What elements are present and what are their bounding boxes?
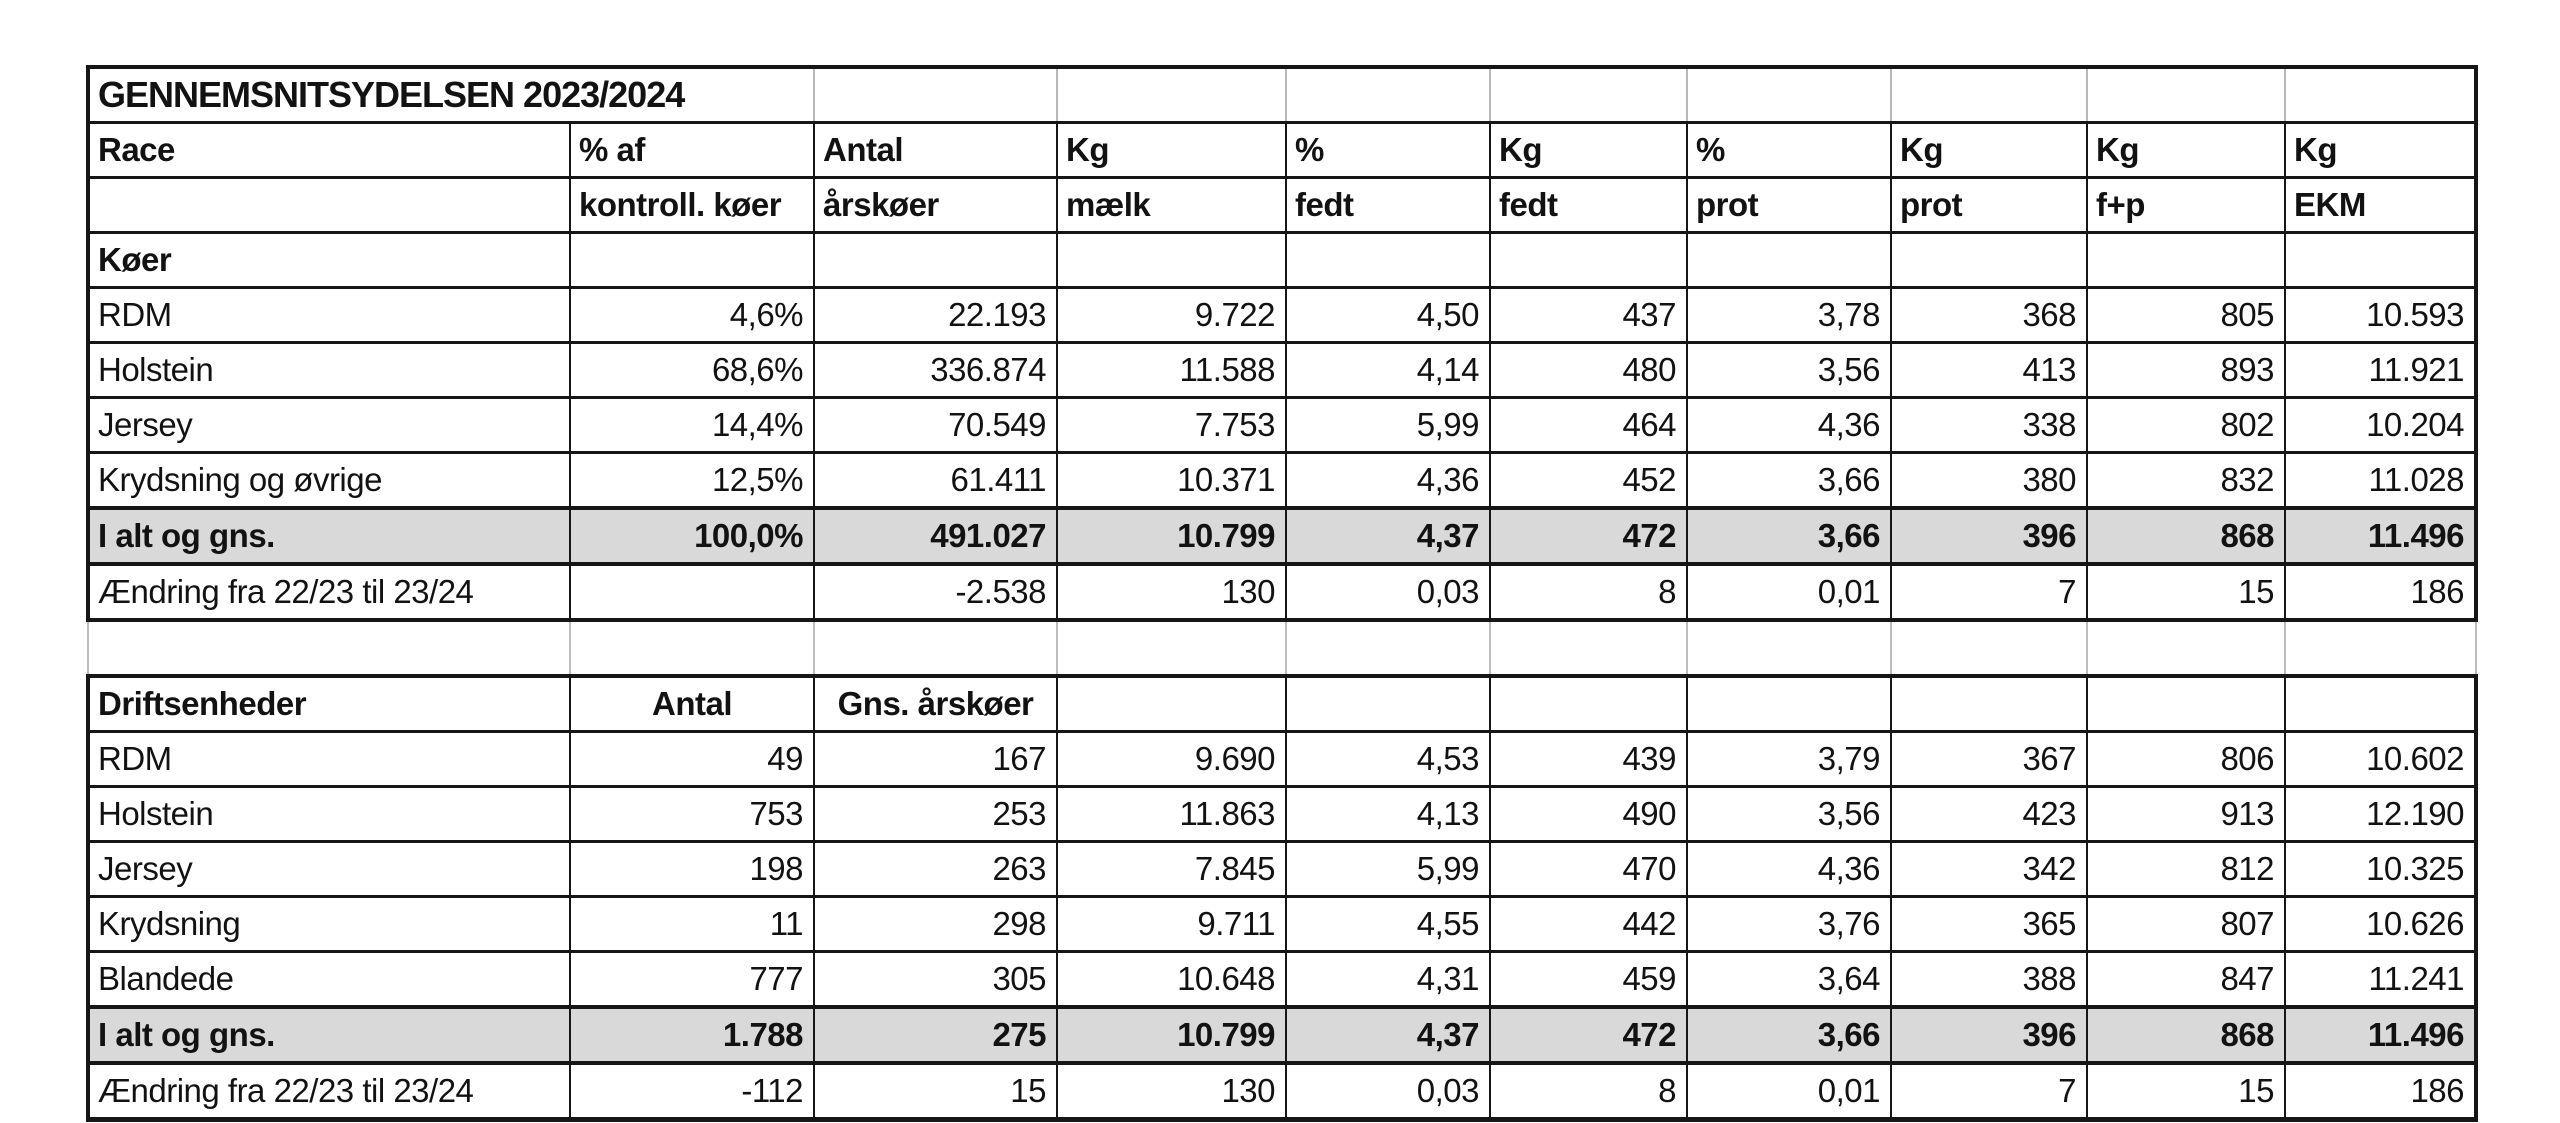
value-cell: 7 bbox=[1891, 1063, 2087, 1120]
value-cell: 3,56 bbox=[1687, 787, 1891, 842]
empty-cell bbox=[1057, 620, 1286, 676]
col-header: fedt bbox=[1490, 178, 1687, 233]
col-header: EKM bbox=[2285, 178, 2476, 233]
value-cell: 0,01 bbox=[1687, 1063, 1891, 1120]
value-cell: 3,66 bbox=[1687, 1007, 1891, 1063]
value-cell: 847 bbox=[2087, 952, 2285, 1008]
value-cell: 396 bbox=[1891, 508, 2087, 564]
col-header: % bbox=[1687, 123, 1891, 178]
row-label: Ændring fra 22/23 til 23/24 bbox=[88, 1063, 570, 1120]
value-cell: 437 bbox=[1490, 288, 1687, 343]
title-row bbox=[88, 67, 2476, 123]
value-cell: 15 bbox=[2087, 1063, 2285, 1120]
empty-cell bbox=[2087, 620, 2285, 676]
empty-cell bbox=[1057, 67, 1286, 123]
value-cell: -112 bbox=[570, 1063, 814, 1120]
change-row-driftsenheder bbox=[88, 1063, 2476, 1120]
empty-cell bbox=[1490, 676, 1687, 732]
value-cell: 167 bbox=[814, 732, 1057, 787]
value-cell: 4,37 bbox=[1286, 1007, 1490, 1063]
empty-cell bbox=[1687, 233, 1891, 288]
value-cell: -2.538 bbox=[814, 564, 1057, 620]
value-cell: 472 bbox=[1490, 1007, 1687, 1063]
value-cell: 263 bbox=[814, 842, 1057, 897]
empty-cell bbox=[2285, 620, 2476, 676]
table-row-holstein bbox=[88, 343, 2476, 398]
value-cell: 8 bbox=[1490, 1063, 1687, 1120]
col-header: kontroll. køer bbox=[570, 178, 814, 233]
empty-cell bbox=[1891, 67, 2087, 123]
empty-cell bbox=[570, 620, 814, 676]
value-cell: 1.788 bbox=[570, 1007, 814, 1063]
row-label: Ændring fra 22/23 til 23/24 bbox=[88, 564, 570, 620]
table-row-holstein-drift bbox=[88, 787, 2476, 842]
average-yield-table bbox=[86, 65, 2478, 1122]
value-cell: 7.845 bbox=[1057, 842, 1286, 897]
value-cell: 11.921 bbox=[2285, 343, 2476, 398]
value-cell: 806 bbox=[2087, 732, 2285, 787]
value-cell: 0,03 bbox=[1286, 1063, 1490, 1120]
value-cell: 4,36 bbox=[1687, 842, 1891, 897]
value-cell: 61.411 bbox=[814, 453, 1057, 509]
value-cell: 10.593 bbox=[2285, 288, 2476, 343]
value-cell: 5,99 bbox=[1286, 398, 1490, 453]
value-cell: 388 bbox=[1891, 952, 2087, 1008]
empty-cell bbox=[1286, 233, 1490, 288]
empty-cell bbox=[1891, 620, 2087, 676]
value-cell: 10.626 bbox=[2285, 897, 2476, 952]
value-cell: 464 bbox=[1490, 398, 1687, 453]
col-header: Kg bbox=[1490, 123, 1687, 178]
value-cell: 11 bbox=[570, 897, 814, 952]
col-header: Kg bbox=[2285, 123, 2476, 178]
row-label: I alt og gns. bbox=[88, 1007, 570, 1063]
value-cell: 11.588 bbox=[1057, 343, 1286, 398]
value-cell: 3,66 bbox=[1687, 453, 1891, 509]
value-cell: 423 bbox=[1891, 787, 2087, 842]
value-cell: 777 bbox=[570, 952, 814, 1008]
value-cell: 100,0% bbox=[570, 508, 814, 564]
value-cell: 70.549 bbox=[814, 398, 1057, 453]
col-header: Kg bbox=[1057, 123, 1286, 178]
section-heading-row-koer bbox=[88, 233, 2476, 288]
spacer-row bbox=[88, 620, 2476, 676]
row-label: Krydsning og øvrige bbox=[88, 453, 570, 509]
value-cell: 380 bbox=[1891, 453, 2087, 509]
table-row-krydsning-og-ovrige bbox=[88, 453, 2476, 509]
empty-cell bbox=[2087, 676, 2285, 732]
table-row-jersey bbox=[88, 398, 2476, 453]
row-label: Jersey bbox=[88, 398, 570, 453]
value-cell: 130 bbox=[1057, 1063, 1286, 1120]
value-cell: 0,03 bbox=[1286, 564, 1490, 620]
value-cell: 68,6% bbox=[570, 343, 814, 398]
col-header: Antal bbox=[814, 123, 1057, 178]
empty-cell bbox=[2087, 67, 2285, 123]
section-heading: Køer bbox=[88, 233, 570, 288]
value-cell: 8 bbox=[1490, 564, 1687, 620]
value-cell: 10.602 bbox=[2285, 732, 2476, 787]
value-cell: 367 bbox=[1891, 732, 2087, 787]
value-cell: 130 bbox=[1057, 564, 1286, 620]
empty-cell bbox=[1057, 233, 1286, 288]
value-cell: 275 bbox=[814, 1007, 1057, 1063]
value-cell: 12,5% bbox=[570, 453, 814, 509]
value-cell: 753 bbox=[570, 787, 814, 842]
empty-cell bbox=[1490, 620, 1687, 676]
value-cell: 4,50 bbox=[1286, 288, 1490, 343]
table-row-krydsning bbox=[88, 897, 2476, 952]
value-cell: 368 bbox=[1891, 288, 2087, 343]
row-label: RDM bbox=[88, 288, 570, 343]
empty-cell bbox=[1687, 676, 1891, 732]
empty-cell bbox=[1490, 233, 1687, 288]
value-cell: 49 bbox=[570, 732, 814, 787]
value-cell: 4,14 bbox=[1286, 343, 1490, 398]
value-cell: 7.753 bbox=[1057, 398, 1286, 453]
value-cell: 868 bbox=[2087, 1007, 2285, 1063]
empty-cell bbox=[2285, 233, 2476, 288]
value-cell: 3,78 bbox=[1687, 288, 1891, 343]
value-cell: 472 bbox=[1490, 508, 1687, 564]
value-cell: 15 bbox=[814, 1063, 1057, 1120]
value-cell: 802 bbox=[2087, 398, 2285, 453]
col-header: årskøer bbox=[814, 178, 1057, 233]
value-cell: 4,36 bbox=[1286, 453, 1490, 509]
value-cell: 10.648 bbox=[1057, 952, 1286, 1008]
value-cell: 10.325 bbox=[2285, 842, 2476, 897]
empty-cell bbox=[570, 233, 814, 288]
table-row-rdm-drift bbox=[88, 732, 2476, 787]
col-header: Antal bbox=[570, 676, 814, 732]
value-cell: 868 bbox=[2087, 508, 2285, 564]
empty-cell bbox=[1891, 233, 2087, 288]
col-header: fedt bbox=[1286, 178, 1490, 233]
empty-cell bbox=[1490, 67, 1687, 123]
value-cell: 396 bbox=[1891, 1007, 2087, 1063]
header-row-1 bbox=[88, 123, 2476, 178]
row-label: Krydsning bbox=[88, 897, 570, 952]
row-label: I alt og gns. bbox=[88, 508, 570, 564]
value-cell: 442 bbox=[1490, 897, 1687, 952]
empty-cell bbox=[88, 620, 570, 676]
value-cell: 4,53 bbox=[1286, 732, 1490, 787]
row-label: Blandede bbox=[88, 952, 570, 1008]
table-row-rdm bbox=[88, 288, 2476, 343]
value-cell: 893 bbox=[2087, 343, 2285, 398]
value-cell: 3,66 bbox=[1687, 508, 1891, 564]
value-cell: 342 bbox=[1891, 842, 2087, 897]
value-cell: 805 bbox=[2087, 288, 2285, 343]
value-cell: 4,36 bbox=[1687, 398, 1891, 453]
value-cell: 459 bbox=[1490, 952, 1687, 1008]
value-cell: 812 bbox=[2087, 842, 2285, 897]
empty-cell bbox=[1286, 676, 1490, 732]
value-cell: 11.496 bbox=[2285, 508, 2476, 564]
empty-cell bbox=[2285, 67, 2476, 123]
value-cell: 3,64 bbox=[1687, 952, 1891, 1008]
value-cell: 9.711 bbox=[1057, 897, 1286, 952]
table-row-jersey-drift bbox=[88, 842, 2476, 897]
value-cell: 9.722 bbox=[1057, 288, 1286, 343]
value-cell: 186 bbox=[2285, 1063, 2476, 1120]
total-row-koer bbox=[88, 508, 2476, 564]
empty-cell bbox=[2087, 233, 2285, 288]
row-label: Holstein bbox=[88, 787, 570, 842]
value-cell: 186 bbox=[2285, 564, 2476, 620]
value-cell: 11.863 bbox=[1057, 787, 1286, 842]
value-cell: 198 bbox=[570, 842, 814, 897]
value-cell: 11.028 bbox=[2285, 453, 2476, 509]
empty-cell bbox=[814, 620, 1057, 676]
empty-cell bbox=[2285, 676, 2476, 732]
value-cell: 10.799 bbox=[1057, 1007, 1286, 1063]
value-cell: 10.371 bbox=[1057, 453, 1286, 509]
value-cell: 3,56 bbox=[1687, 343, 1891, 398]
value-cell: 439 bbox=[1490, 732, 1687, 787]
value-cell: 14,4% bbox=[570, 398, 814, 453]
value-cell: 5,99 bbox=[1286, 842, 1490, 897]
col-header: % af bbox=[570, 123, 814, 178]
row-label: Holstein bbox=[88, 343, 570, 398]
value-cell: 4,55 bbox=[1286, 897, 1490, 952]
scanned-yield-sheet bbox=[86, 65, 2478, 1122]
empty-cell bbox=[814, 233, 1057, 288]
value-cell: 298 bbox=[814, 897, 1057, 952]
value-cell: 0,01 bbox=[1687, 564, 1891, 620]
value-cell: 253 bbox=[814, 787, 1057, 842]
value-cell: 413 bbox=[1891, 343, 2087, 398]
value-cell: 7 bbox=[1891, 564, 2087, 620]
value-cell: 4,37 bbox=[1286, 508, 1490, 564]
col-header bbox=[88, 178, 570, 233]
empty-cell bbox=[1286, 67, 1490, 123]
value-cell: 490 bbox=[1490, 787, 1687, 842]
value-cell: 10.204 bbox=[2285, 398, 2476, 453]
value-cell: 452 bbox=[1490, 453, 1687, 509]
col-header: mælk bbox=[1057, 178, 1286, 233]
row-label: Jersey bbox=[88, 842, 570, 897]
section-heading: Driftsenheder bbox=[88, 676, 570, 732]
col-header: Kg bbox=[2087, 123, 2285, 178]
value-cell: 336.874 bbox=[814, 343, 1057, 398]
col-header: Gns. årskøer bbox=[814, 676, 1057, 732]
change-row-koer bbox=[88, 564, 2476, 620]
empty-cell bbox=[1687, 67, 1891, 123]
value-cell: 305 bbox=[814, 952, 1057, 1008]
value-cell: 470 bbox=[1490, 842, 1687, 897]
value-cell: 4,13 bbox=[1286, 787, 1490, 842]
value-cell: 338 bbox=[1891, 398, 2087, 453]
section-heading-row-driftsenheder bbox=[88, 676, 2476, 732]
empty-cell bbox=[1286, 620, 1490, 676]
value-cell: 3,76 bbox=[1687, 897, 1891, 952]
total-row-driftsenheder bbox=[88, 1007, 2476, 1063]
table-title: GENNEMSNITSYDELSEN 2023/2024 bbox=[88, 67, 814, 123]
value-cell: 4,6% bbox=[570, 288, 814, 343]
value-cell: 4,31 bbox=[1286, 952, 1490, 1008]
empty-cell bbox=[1891, 676, 2087, 732]
empty-cell bbox=[814, 67, 1057, 123]
value-cell: 832 bbox=[2087, 453, 2285, 509]
row-label: RDM bbox=[88, 732, 570, 787]
value-cell: 11.241 bbox=[2285, 952, 2476, 1008]
value-cell: 12.190 bbox=[2285, 787, 2476, 842]
col-header: Race bbox=[88, 123, 570, 178]
value-cell: 3,79 bbox=[1687, 732, 1891, 787]
value-cell: 491.027 bbox=[814, 508, 1057, 564]
value-cell: 22.193 bbox=[814, 288, 1057, 343]
col-header: prot bbox=[1687, 178, 1891, 233]
value-cell: 480 bbox=[1490, 343, 1687, 398]
header-row-2 bbox=[88, 178, 2476, 233]
empty-cell bbox=[1057, 676, 1286, 732]
value-cell: 913 bbox=[2087, 787, 2285, 842]
value-cell: 9.690 bbox=[1057, 732, 1286, 787]
value-cell: 15 bbox=[2087, 564, 2285, 620]
table-row-blandede bbox=[88, 952, 2476, 1008]
value-cell: 11.496 bbox=[2285, 1007, 2476, 1063]
col-header: f+p bbox=[2087, 178, 2285, 233]
col-header: % bbox=[1286, 123, 1490, 178]
value-cell: 10.799 bbox=[1057, 508, 1286, 564]
value-cell: 365 bbox=[1891, 897, 2087, 952]
col-header: prot bbox=[1891, 178, 2087, 233]
empty-cell bbox=[570, 564, 814, 620]
value-cell: 807 bbox=[2087, 897, 2285, 952]
col-header: Kg bbox=[1891, 123, 2087, 178]
empty-cell bbox=[1687, 620, 1891, 676]
